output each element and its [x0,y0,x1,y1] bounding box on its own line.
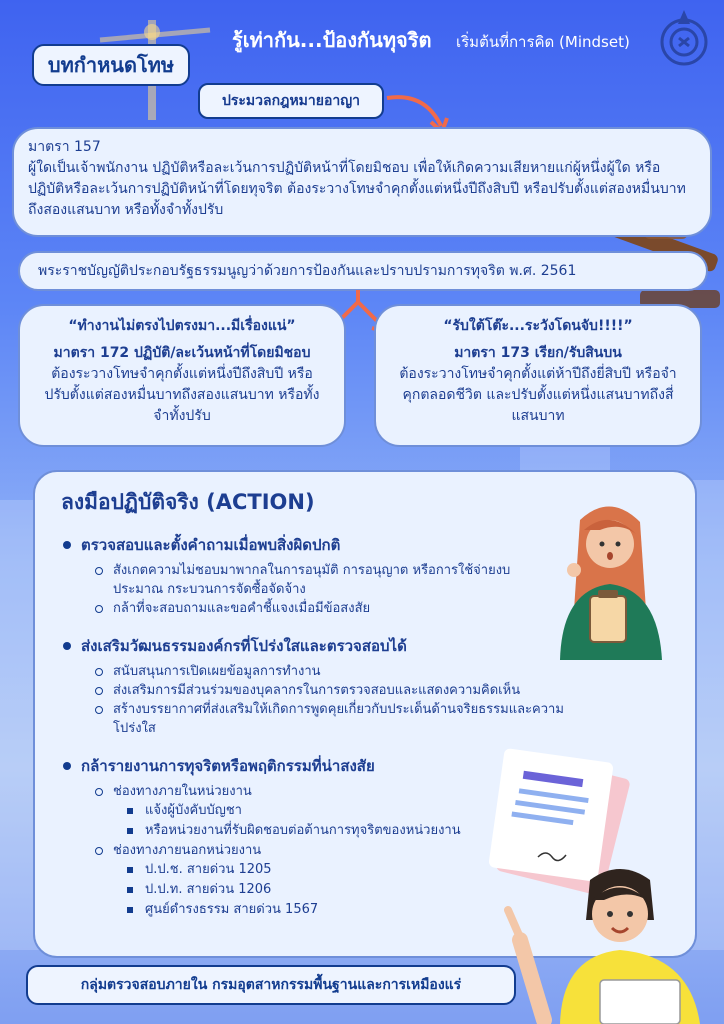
section-173-card [374,304,702,447]
card-quote: “รับใต้โต๊ะ...ระวังโดนจับ!!!!” [443,318,633,334]
list-item [95,662,677,681]
ministry-emblem-icon [657,8,711,70]
square-bullet-icon [127,907,133,913]
card-heading: มาตรา 172 ปฏิบัติ/ละเว้นหน้าที่โดยมิชอบ [53,345,311,361]
page-title: รู้เท่ากัน...ป้องกันทุจริต [232,28,432,52]
group-label: กล้ารายงานการทุจริตหรือพฤติกรรมที่น่าสงสัย [81,757,375,775]
bullet-icon [63,541,71,549]
list-item [95,700,575,738]
list-item-text: ช่องทางภายในหน่วยงาน [113,784,252,799]
footer-organization: กลุ่มตรวจสอบภายใน กรมอุตสาหกรรมพื้นฐานและการเหมืองแร่ [26,965,516,1005]
list-item-text: สนับสนุนการเปิดเผยข้อมูลการทำงาน [113,664,321,679]
list-item-text: สร้างบรรยากาศที่ส่งเสริมให้เกิดการพูดคุยเกี่ยวกับประเด็นด้านจริยธรรมและความโปร่งใส [113,702,564,736]
circle-bullet-icon [95,788,103,796]
list-item [95,599,555,618]
sub-list-item-text: ศูนย์ดำรงธรรม สายด่วน 1567 [145,902,319,917]
circle-bullet-icon [95,847,103,855]
sub-list-item-text: หรือหน่วยงานที่รับผิดชอบต่อต้านการทุจริตของหน่วยงาน [145,823,461,838]
square-bullet-icon [127,828,133,834]
section-172-card [18,304,346,447]
card-quote: “ทำงานไม่ตรงไปตรงมา...มีเรื่องแน่” [68,318,296,334]
square-bullet-icon [127,808,133,814]
man-pointing-illustration [500,860,724,1024]
bullet-icon [63,642,71,650]
anti-corruption-act-bar: พระราชบัญญัติประกอบรัฐธรรมนูญว่าด้วยการป้องกันและปราบปรามการทุจริต พ.ศ. 2561 [18,251,708,291]
list-item [95,561,555,599]
criminal-code-tag: ประมวลกฎหมายอาญา [198,83,384,119]
circle-bullet-icon [95,605,103,613]
circle-bullet-icon [95,567,103,575]
group-label: ตรวจสอบและตั้งคำถามเมื่อพบสิ่งผิดปกติ [81,536,341,554]
circle-bullet-icon [95,668,103,676]
list-item-text: ช่องทางภายนอกหน่วยงาน [113,843,262,858]
circle-bullet-icon [95,687,103,695]
square-bullet-icon [127,887,133,893]
sub-list-item-text: ป.ป.ช. สายด่วน 1205 [145,862,272,877]
list-item-text: สังเกตความไม่ชอบมาพากลในการอนุมัติ การอนุญาต หรือการใช้จ่ายงบประมาณ กระบวนการจัดซื้อจัดจ้าง [113,563,511,597]
page-subtitle: เริ่มต้นที่การคิด (Mindset) [456,33,630,51]
section-157-box [12,127,712,237]
section-157-heading: มาตรา 157 [28,139,101,155]
list-item-text: กล้าที่จะสอบถามและขอคำชี้แจงเมื่อมีข้อสงสัย [113,601,371,616]
list-item-text: ส่งเสริมการมีส่วนร่วมของบุคลากรในการตรวจสอบและแสดงความคิดเห็น [113,683,521,698]
bullet-icon [63,762,71,770]
card-body: ต้องระวางโทษจำคุกตั้งแต่หนึ่งปีถึงสิบปี หรือปรับตั้งแต่สองหมื่นบาทถึงสองแสนบาท หรือทั้งจำทั้งปรับ [44,366,320,424]
section-157-body: ผู้ใดเป็นเจ้าพนักงาน ปฏิบัติหรือละเว้นการปฏิบัติหน้าที่โดยมิชอบ เพื่อให้เกิดความเสียหายแก่ผู้หนึ่งผู้ใด หรือปฏิบัติหรือละเว้นการปฏิบัติหน้าที่โดยทุจริต ต้องระวางโทษจำคุกตั้งแต่หนึ่งปีถึงสิบปี หรือปรับตั้งแต่สองหมื่นบาทถึงสองแสนบาท หรือทั้งจำทั้งปรับ [28,160,686,218]
square-bullet-icon [127,867,133,873]
sub-list-item-text: ป.ป.ท. สายด่วน 1206 [145,882,272,897]
action-title: ลงมือปฏิบัติจริง (ACTION) [61,490,315,514]
list-item [95,681,677,700]
circle-bullet-icon [95,706,103,714]
card-body: ต้องระวางโทษจำคุกตั้งแต่ห้าปีถึงยี่สิบปี หรือจำคุกตลอดชีวิต และปรับตั้งแต่หนึ่งแสนบาทถึงสี่แสนบาท [399,366,677,424]
penalty-section-tag: บทกำหนดโทษ [32,44,190,86]
card-heading: มาตรา 173 เรียก/รับสินบน [454,345,622,361]
woman-thinking-illustration [540,500,680,660]
group-label: ส่งเสริมวัฒนธรรมองค์กรที่โปร่งใสและตรวจสอบได้ [81,637,407,655]
sub-list-item-text: แจ้งผู้บังคับบัญชา [145,803,242,818]
